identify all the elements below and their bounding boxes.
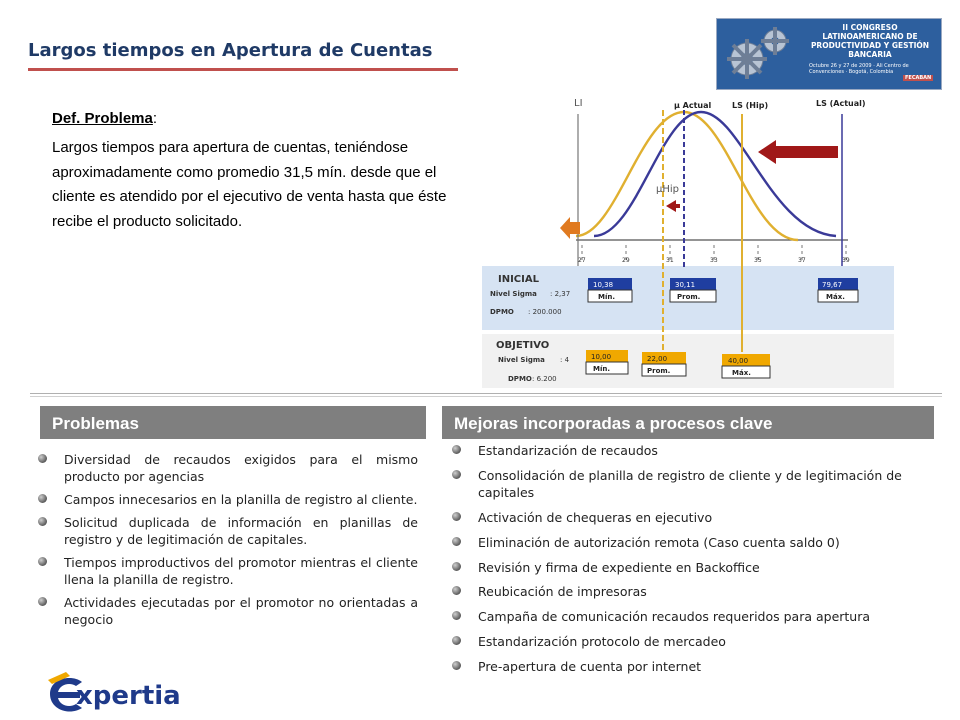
- inicial-max-value: 79,67: [822, 281, 843, 289]
- inicial-max-label: Máx.: [826, 293, 845, 301]
- inicial-prom-value: 30,11: [675, 281, 696, 289]
- section-divider-shadow: [30, 396, 942, 397]
- objetivo-prom-value: 22,00: [647, 355, 668, 363]
- bullet-icon: [452, 586, 461, 595]
- improvements-header: Mejoras incorporadas a procesos clave: [442, 406, 934, 439]
- definition-text: Largos tiempos para apertura de cuentas, teniéndose aproximadamente como promedio 31,5 mín. desde que el cliente es atendido por el ejecutivo de venta hasta que éste recibe el producto solicitado.: [52, 139, 447, 230]
- problems-header: Problemas: [40, 406, 426, 439]
- inicial-max-box: [818, 278, 858, 302]
- inicial-dpmo-label: DPMO: [490, 308, 514, 316]
- label-ls-hip: LS (Hip): [732, 101, 769, 110]
- list-item: [38, 451, 418, 485]
- congress-banner: [716, 18, 942, 90]
- banner-sponsor: FECABAN: [905, 75, 932, 81]
- objetivo-min-label: Mín.: [593, 365, 611, 373]
- list-item-text: Eliminación de autorización remota (Caso cuenta saldo 0): [478, 534, 840, 550]
- actual-curve: [594, 112, 836, 236]
- inicial-title: INICIAL: [498, 274, 539, 285]
- gears-icon: [717, 19, 807, 89]
- section-divider: [30, 393, 942, 394]
- objetivo-prom-box: [642, 352, 686, 376]
- list-item-text: Activación de chequeras en ejecutivo: [478, 509, 713, 525]
- banner-title: II CONGRESO LATINOAMERICANO DE PRODUCTIVIDAD Y GESTIÓN BANCARIA: [810, 23, 930, 59]
- axis-tick-label: 39: [842, 257, 850, 264]
- list-item: [38, 491, 418, 508]
- bullet-icon: [452, 562, 461, 571]
- list-item-text: Solicitud duplicada de información en planillas de registro y de legitimación de capitales.: [64, 515, 418, 547]
- axis-tick-label: 29: [622, 257, 630, 264]
- inicial-prom-box: [670, 278, 716, 302]
- list-item: [452, 442, 948, 459]
- objetivo-min-value: 10,00: [591, 353, 612, 361]
- label-li: LI: [574, 98, 583, 109]
- bullet-icon: [38, 557, 47, 566]
- list-item-text: Revisión y firma de expediente en Backoffice: [478, 559, 760, 575]
- list-item: [452, 583, 948, 600]
- objetivo-max-box: [722, 354, 770, 378]
- axis-tick-label: 27: [578, 257, 586, 264]
- axis-tick-label: 35: [754, 257, 762, 264]
- bullet-icon: [452, 636, 461, 645]
- list-item-text: Campos innecesarios en la planilla de registro al cliente.: [64, 492, 418, 507]
- bullet-icon: [38, 597, 47, 606]
- list-item: [452, 608, 948, 625]
- list-item: [452, 633, 948, 650]
- objetivo-title: OBJETIVO: [496, 340, 550, 351]
- inicial-min-box: [588, 278, 632, 302]
- bullet-icon: [452, 512, 461, 521]
- bullet-icon: [452, 661, 461, 670]
- expertia-logo: [46, 668, 206, 714]
- list-item: [38, 554, 418, 588]
- tick-group: [578, 245, 850, 264]
- inicial-min-value: 10,38: [593, 281, 614, 289]
- inicial-dpmo-value: : 200.000: [528, 308, 562, 316]
- list-item-text: Pre-apertura de cuenta por internet: [478, 659, 702, 675]
- bullet-icon: [452, 611, 461, 620]
- list-item: [38, 514, 418, 548]
- bullet-icon: [452, 470, 461, 479]
- bullet-icon: [452, 537, 461, 546]
- mu-shift-arrow: [666, 200, 680, 212]
- list-item: [452, 467, 948, 501]
- axis-tick-label: 37: [798, 257, 806, 264]
- axis-tick-label: 31: [666, 257, 674, 264]
- inicial-prom-label: Prom.: [677, 293, 701, 301]
- list-item-text: Consolidación de planilla de registro de cliente y de legitimación de capitales: [478, 467, 902, 500]
- sigma-distribution-chart: [476, 92, 896, 392]
- list-item-text: Diversidad de recaudos exigidos para el mismo producto por agencias: [64, 452, 418, 484]
- label-mu-hip: μHip: [656, 184, 680, 195]
- list-item-text: Reubicación de impresoras: [478, 584, 647, 600]
- list-item: [452, 658, 948, 675]
- inicial-sigma-value: : 2,37: [550, 290, 571, 298]
- bullet-icon: [452, 445, 461, 454]
- title-underline: [28, 68, 458, 71]
- banner-details: Octubre 26 y 27 de 2009 · Ali Centro de Convenciones · Bogotá, Colombia: [809, 63, 909, 75]
- bullet-icon: [38, 454, 47, 463]
- definition-label: Def. Problema:: [52, 110, 158, 127]
- objetivo-dpmo-label: DPMO: [508, 375, 532, 383]
- hip-curve: [576, 112, 798, 240]
- problems-list: [38, 451, 418, 634]
- list-item-text: Campaña de comunicación recaudos requeridos para apertura: [478, 609, 871, 625]
- list-item: [452, 509, 948, 526]
- label-ls-actual: LS (Actual): [816, 99, 866, 108]
- bullet-icon: [38, 494, 47, 503]
- list-item-text: Actividades ejecutadas por el promotor no orientadas a negocio: [64, 595, 418, 627]
- page-title: Largos tiempos en Apertura de Cuentas: [28, 40, 433, 61]
- improvements-list: [452, 442, 948, 683]
- objetivo-prom-label: Prom.: [647, 367, 671, 375]
- list-item-text: Tiempos improductivos del promotor mientras el cliente llena la planilla de registro.: [64, 555, 418, 587]
- list-item-text: Estandarización protocolo de mercadeo: [478, 634, 726, 650]
- objetivo-max-value: 40,00: [728, 357, 749, 365]
- logo-text: xpertia: [76, 681, 181, 711]
- objetivo-sigma-value: : 4: [560, 356, 570, 364]
- inicial-sigma-label: Nivel Sigma: [490, 290, 537, 298]
- list-item: [452, 559, 948, 576]
- bullet-icon: [38, 517, 47, 526]
- list-item-text: Estandarización de recaudos: [478, 443, 658, 458]
- list-item: [38, 594, 418, 628]
- definition-label-text: Def. Problema: [52, 110, 153, 127]
- objetivo-max-label: Máx.: [732, 369, 751, 377]
- inicial-min-label: Mín.: [598, 293, 616, 301]
- axis-tick-label: 33: [710, 257, 718, 264]
- list-item: [452, 534, 948, 551]
- objetivo-sigma-label: Nivel Sigma: [498, 356, 545, 364]
- ls-shift-arrow: [758, 140, 838, 164]
- label-mu-actual: μ Actual: [674, 101, 712, 110]
- objetivo-min-box: [586, 350, 628, 374]
- objetivo-dpmo-value: : 6.200: [532, 375, 557, 383]
